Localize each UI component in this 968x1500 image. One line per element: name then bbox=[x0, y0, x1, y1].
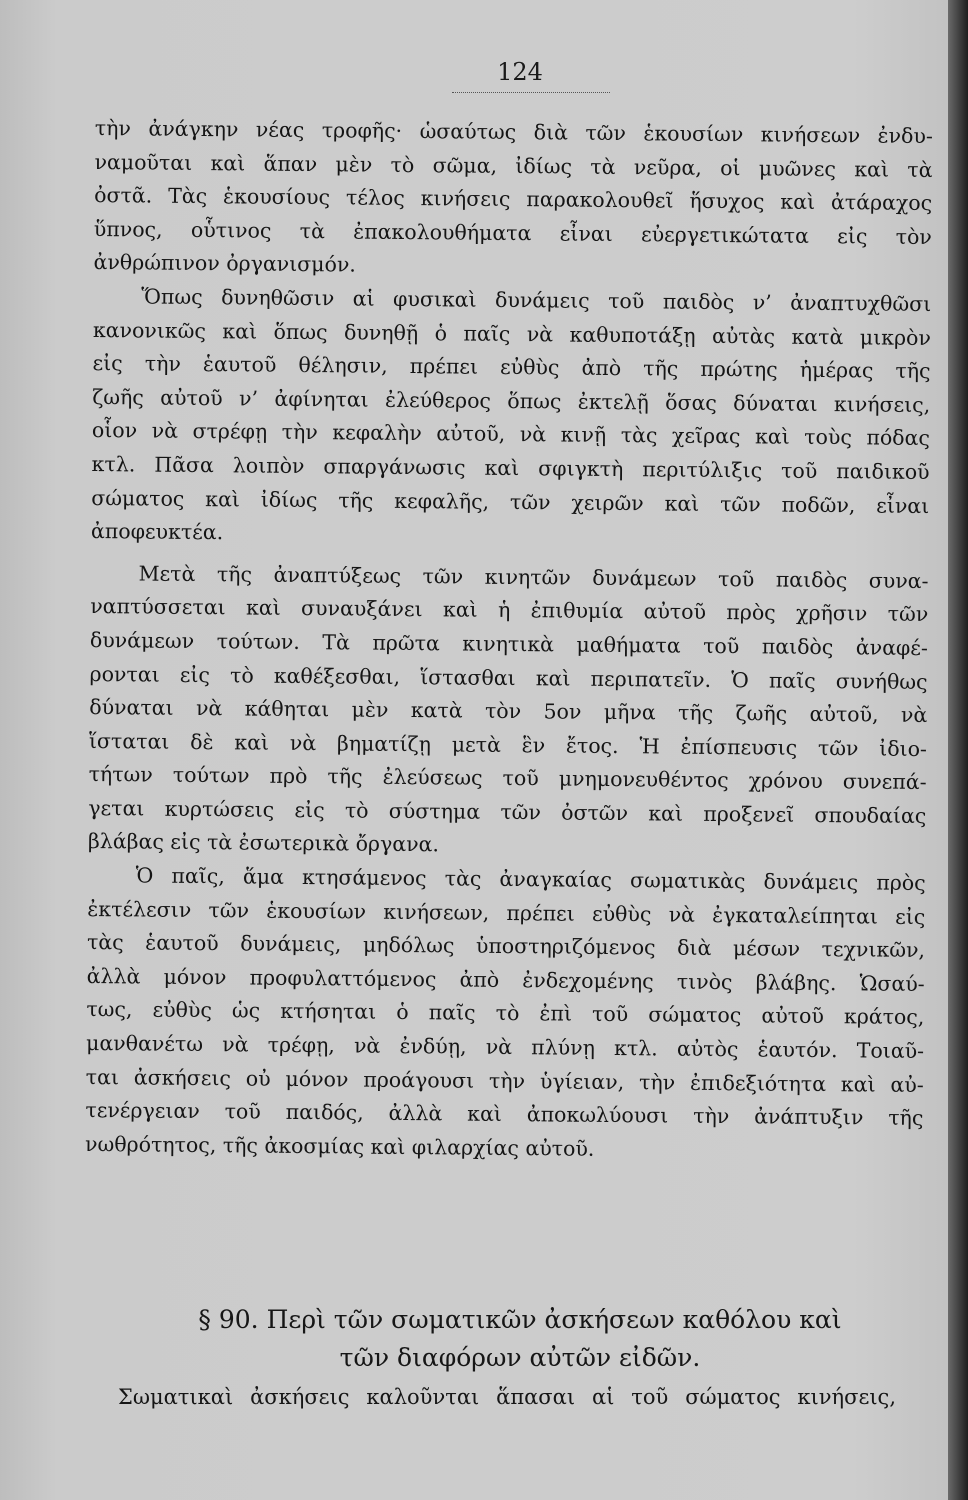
text-line: ὕπνος, οὗτινος τὰ ἐπακολουθήματα εἶναι εὐεργετικώτατα εἰς τὸν bbox=[93, 216, 932, 249]
section-heading: § 90. Περὶ τῶν σωματικῶν ἀσκήσεων καθόλου καὶ bbox=[198, 1305, 842, 1334]
text-line: οἷον νὰ στρέφῃ τὴν κεφαλὴν αὐτοῦ, νὰ κινῇ τὰς χεῖρας καὶ τοὺς πόδας bbox=[91, 418, 931, 451]
text-line: εἰς τὴν ἑαυτοῦ θέλησιν, πρέπει εὐθὺς ἀπὸ τῆς πρώτης ἡμέρας τῆς bbox=[92, 351, 931, 384]
text-line: ἵσταται δὲ καὶ νὰ βηματίζῃ μετὰ ἓν ἔτος. Ἡ ἐπίσπευσις τῶν ἰδιο- bbox=[88, 728, 928, 761]
text-line: ρονται εἰς τὸ καθέξεσθαι, ἵστασθαι καὶ περιπατεῖν. Ὁ παῖς συνήθως bbox=[89, 661, 928, 694]
text-line: Μετὰ τῆς ἀναπτύξεως τῶν κινητῶν δυνάμεων τοῦ παιδὸς συνα- bbox=[138, 561, 929, 593]
text-line: δύναται νὰ κάθηται μὲν κατὰ τὸν 5ον μῆνα τῆς ζωῆς αὐτοῦ, νὰ bbox=[89, 695, 928, 728]
text-line: κανονικῶς καὶ ὅπως δυνηθῇ ὁ παῖς νὰ καθυποτάξῃ αὐτὰς κατὰ μικρὸν bbox=[92, 317, 931, 350]
text-line: τήτων τούτων πρὸ τῆς ἐλεύσεως τοῦ μνημονευθέντος χρόνου συνεπά- bbox=[88, 762, 927, 795]
body-text bbox=[85, 112, 933, 1169]
text-line: ται ἀσκήσεις οὐ μόνον προάγουσι τὴν ὑγίειαν, τὴν ἐπιδεξιότητα καὶ αὐ- bbox=[85, 1064, 924, 1097]
text-line: ἀλλὰ μόνον προφυλαττόμενος ἀπὸ ἐνδεχομένης τινὸς βλάβης. Ὡσαύ- bbox=[86, 963, 925, 996]
page-number-rule bbox=[452, 92, 610, 93]
text-line: τὴν ἀνάγκην νέας τροφῆς· ὡσαύτως διὰ τῶν ἑκουσίων κινήσεων ἐνδυ- bbox=[94, 115, 933, 149]
text-line: ἀποφευκτέα. bbox=[90, 519, 224, 545]
text-line: τως, εὐθὺς ὡς κτήσηται ὁ παῖς τὸ ἐπὶ τοῦ σώματος αὐτοῦ κράτος, bbox=[86, 997, 925, 1030]
text-line: βλάβας εἰς τὰ ἐσωτερικὰ ὄργανα. bbox=[87, 829, 440, 857]
text-line: ναπτύσσεται καὶ συναυξάνει καὶ ἡ ἐπιθυμία αὐτοῦ πρὸς χρῆσιν τῶν bbox=[90, 594, 929, 627]
text-line: ἀνθρώπινον ὀργανισμόν. bbox=[93, 250, 357, 277]
text-line: Ὁ παῖς, ἅμα κτησάμενος τὰς ἀναγκαίας σωματικὰς δυνάμεις πρὸς bbox=[135, 863, 926, 896]
page-number: 124 bbox=[497, 58, 543, 86]
text-line: μανθανέτω νὰ τρέφῃ, νὰ ἐνδύῃ, νὰ πλύνῃ κτλ. αὐτὸς ἑαυτόν. Τοιαῦ- bbox=[85, 1030, 925, 1064]
text-line: τὰς ἑαυτοῦ δυνάμεις, μηδόλως ὑποστηριζόμενος διὰ μέσων τεχνικῶν, bbox=[86, 930, 926, 963]
text-line: ὀστᾶ. Τὰς ἑκουσίους τέλος κινήσεις παρακολουθεῖ ἥσυχος καὶ ἀτάραχος bbox=[94, 183, 933, 216]
text-line: δυνάμεων τούτων. Τὰ πρῶτα κινητικὰ μαθήματα τοῦ παιδὸς ἀναφέ- bbox=[89, 627, 929, 660]
text-line: ναμοῦται καὶ ἅπαν μὲν τὸ σῶμα, ἰδίως τὰ νεῦρα, οἱ μυῶνες καὶ τὰ bbox=[94, 149, 933, 182]
text-line: ἐκτέλεσιν τῶν ἑκουσίων κινήσεων, πρέπει εὐθὺς νὰ ἐγκαταλείπηται εἰς bbox=[87, 896, 926, 929]
text-line: τενέργειαν τοῦ παιδός, ἀλλὰ καὶ ἀποκωλύουσι τὴν ἀνάπτυξιν τῆς bbox=[85, 1098, 924, 1131]
section-heading-continued: τῶν διαφόρων αὐτῶν εἰδῶν. bbox=[339, 1343, 701, 1372]
text-line: σώματος καὶ ἰδίως τῆς κεφαλῆς, τῶν χειρῶν καὶ τῶν ποδῶν, εἶναι bbox=[91, 485, 930, 518]
text-line: κτλ. Πᾶσα λοιπὸν σπαργάνωσις καὶ σφιγκτὴ περιτύλιξις τοῦ παιδικοῦ bbox=[91, 451, 930, 484]
section-first-line: Σωματικαὶ ἀσκήσεις καλοῦνται ἅπασαι αἱ τοῦ σώματος κινήσεις, bbox=[118, 1385, 896, 1409]
text-line: ζωῆς αὐτοῦ ν’ ἀφίνηται ἐλεύθερος ὅπως ἐκτελῇ ὅσας δύναται κινήσεις, bbox=[92, 384, 931, 417]
text-line: Ὅπως δυνηθῶσιν αἱ φυσικαὶ δυνάμεις τοῦ παιδὸς ν’ ἀναπτυχθῶσι bbox=[141, 284, 932, 317]
text-line: γεται κυρτώσεις εἰς τὸ σύστημα τῶν ὀστῶν καὶ προξενεῖ σπουδαίας bbox=[88, 795, 927, 828]
text-line: νωθρότητος, τῆς ἀκοσμίας καὶ φιλαρχίας αὐτοῦ. bbox=[84, 1131, 595, 1161]
page-edge-shadow bbox=[948, 0, 968, 1500]
